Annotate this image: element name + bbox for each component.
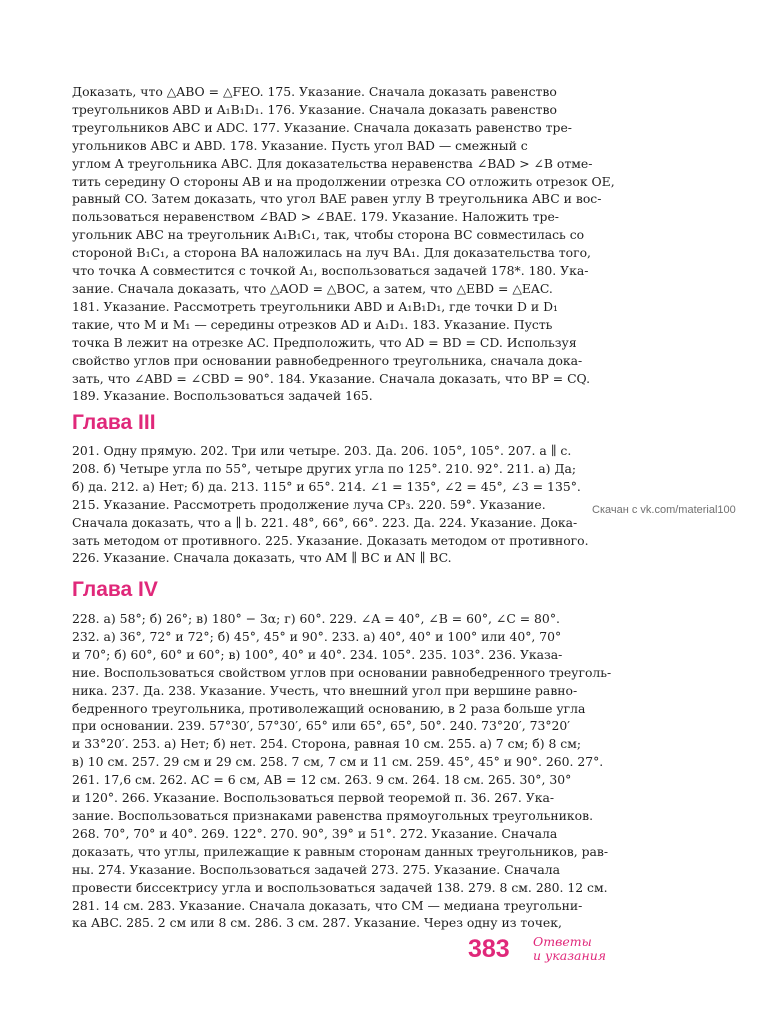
answers-paragraph-chapter3 (72, 442, 678, 567)
text-line: и 33°20′. 253. а) Нет; б) нет. 254. Сторона, равная 10 см. 255. а) 7 см; б) 8 см; (72, 736, 582, 752)
text-line: ны. 274. Указание. Воспользоваться задачей 273. 275. Указание. Сначала (72, 861, 561, 877)
text-line: 281. 14 см. 283. Указание. Сначала доказать, что CM — медиана треугольни- (72, 897, 583, 913)
text-line: что точка A совместится с точкой A₁, воспользоваться задачей 178*. 180. Ука- (72, 263, 589, 279)
text-line: зание. Воспользоваться признаками равенства прямоугольных треугольников. (72, 807, 594, 823)
text-line: угольников ABC и ABD. 178. Указание. Пусть угол BAD — смежный с (72, 137, 528, 153)
text-line: 228. а) 58°; б) 26°; в) 180° − 3α; г) 60°. 229. ∠A = 40°, ∠B = 60°, ∠C = 80°. (72, 611, 560, 626)
watermark: Скачан с vk.com/material100 (592, 504, 736, 516)
text-line: Сначала доказать, что a ∥ b. 221. 48°, 66°, 66°. 223. Да. 224. Указание. Дока- (72, 514, 578, 530)
text-line: 215. Указание. Рассмотреть продолжение луча CP₃. 220. 59°. Указание. (72, 496, 546, 512)
chapter-3-heading: Глава III (72, 411, 156, 434)
text-line: такие, что M и M₁ — середины отрезков AD и A₁D₁. 183. Указание. Пусть (72, 316, 553, 332)
text-line: 181. Указание. Рассмотреть треугольники ABD и A₁B₁D₁, где точки D и D₁ (72, 298, 558, 314)
text-line: точка B лежит на отрезке AC. Предположить, что AD = BD = CD. Используя (72, 334, 577, 350)
chapter-4-heading: Глава IV (72, 578, 158, 601)
text-line: угольник ABC на треугольник A₁B₁C₁, так, чтобы сторона BC совместилась со (72, 227, 585, 243)
text-line: зать методом от противного. 225. Указание. Доказать методом от противного. (72, 532, 589, 548)
text-line: треугольников ABC и ADC. 177. Указание. Сначала доказать равенство тре- (72, 119, 572, 135)
section-label-line: Ответы (533, 934, 592, 949)
text-line: б) да. 212. а) Нет; б) да. 213. 115° и 65°. 214. ∠1 = 135°, ∠2 = 45°, ∠3 = 135°. (72, 478, 581, 494)
text-line: свойство углов при основании равнобедренного треугольника, сначала дока- (72, 352, 583, 368)
text-line: стороной B₁C₁, а сторона BA наложилась на луч BA₁. Для доказательства того, (72, 245, 591, 261)
text-line: пользоваться неравенством ∠BAD > ∠BAE. 179. Указание. Наложить тре- (72, 209, 559, 225)
text-line: и 120°. 266. Указание. Воспользоваться первой теоремой п. 36. 267. Ука- (72, 790, 555, 806)
text-line: провести биссектрису угла и воспользоваться задачей 138. 279. 8 см. 280. 12 см. (72, 879, 608, 895)
text-line: ние. Воспользоваться свойством углов при основании равнобедренного треуголь- (72, 664, 612, 680)
section-label (533, 935, 606, 963)
text-line: 189. Указание. Воспользоваться задачей 165. (72, 388, 373, 404)
text-line: и 70°; б) 60°, 60° и 60°; в) 100°, 40° и 40°. 234. 105°. 235. 103°. 236. Указа- (72, 646, 563, 662)
text-line: 201. Одну прямую. 202. Три или четыре. 203. Да. 206. 105°, 105°. 207. a ∥ c. (72, 443, 572, 458)
text-line: 261. 17,6 см. 262. AC = 6 см, AB = 12 см. 263. 9 см. 264. 18 см. 265. 30°, 30° (72, 772, 572, 788)
page-number: 383 (468, 935, 510, 963)
answers-paragraph-chapter2-end (72, 83, 678, 405)
text-line: зать, что ∠ABD = ∠CBD = 90°. 184. Указание. Сначала доказать, что BP = CQ. (72, 370, 591, 386)
text-line: зание. Сначала доказать, что △AOD = △BOC, а затем, что △EBD = △EAC. (72, 280, 553, 296)
text-line: в) 10 см. 257. 29 см и 29 см. 258. 7 см, 7 см и 11 см. 259. 45°, 45° и 90°. 260. 27°. (72, 754, 604, 770)
text-line: бедренного треугольника, противолежащий основанию, в 2 раза больше угла (72, 700, 586, 716)
text-line: тить середину O стороны AB и на продолжении отрезка CO отложить отрезок OE, (72, 173, 615, 189)
text-line: 268. 70°, 70° и 40°. 269. 122°. 270. 90°, 39° и 51°. 272. Указание. Сначала (72, 825, 558, 841)
answers-paragraph-chapter4 (72, 610, 678, 932)
text-line: 226. Указание. Сначала доказать, что AM ∥ BC и AN ∥ BC. (72, 550, 452, 566)
text-line: углом A треугольника ABC. Для доказательства неравенства ∠BAD > ∠B отме- (72, 155, 593, 171)
text-line: ка ABC. 285. 2 см или 8 см. 286. 3 см. 287. Указание. Через одну из точек, (72, 915, 562, 931)
text-line: 232. а) 36°, 72° и 72°; б) 45°, 45° и 90°. 233. а) 40°, 40° и 100° или 40°, 70° (72, 628, 562, 644)
text-line: равный CO. Затем доказать, что угол BAE равен углу B треугольника ABC и вос- (72, 191, 602, 207)
text-line: доказать, что углы, прилежащие к равным сторонам данных треугольников, рав- (72, 843, 609, 859)
text-line: треугольников ABD и A₁B₁D₁. 176. Указание. Сначала доказать равенство (72, 101, 557, 117)
text-line: Доказать, что △ABO = △FEO. 175. Указание. Сначала доказать равенство (72, 84, 557, 99)
text-line: при основании. 239. 57°30′, 57°30′, 65° или 65°, 65°, 50°. 240. 73°20′, 73°20′ (72, 718, 571, 734)
section-label-line: и указания (533, 948, 607, 963)
text-line: ника. 237. Да. 238. Указание. Учесть, что внешний угол при вершине равно- (72, 682, 578, 698)
text-line: 208. б) Четыре угла по 55°, четыре других угла по 125°. 210. 92°. 211. а) Да; (72, 460, 577, 476)
